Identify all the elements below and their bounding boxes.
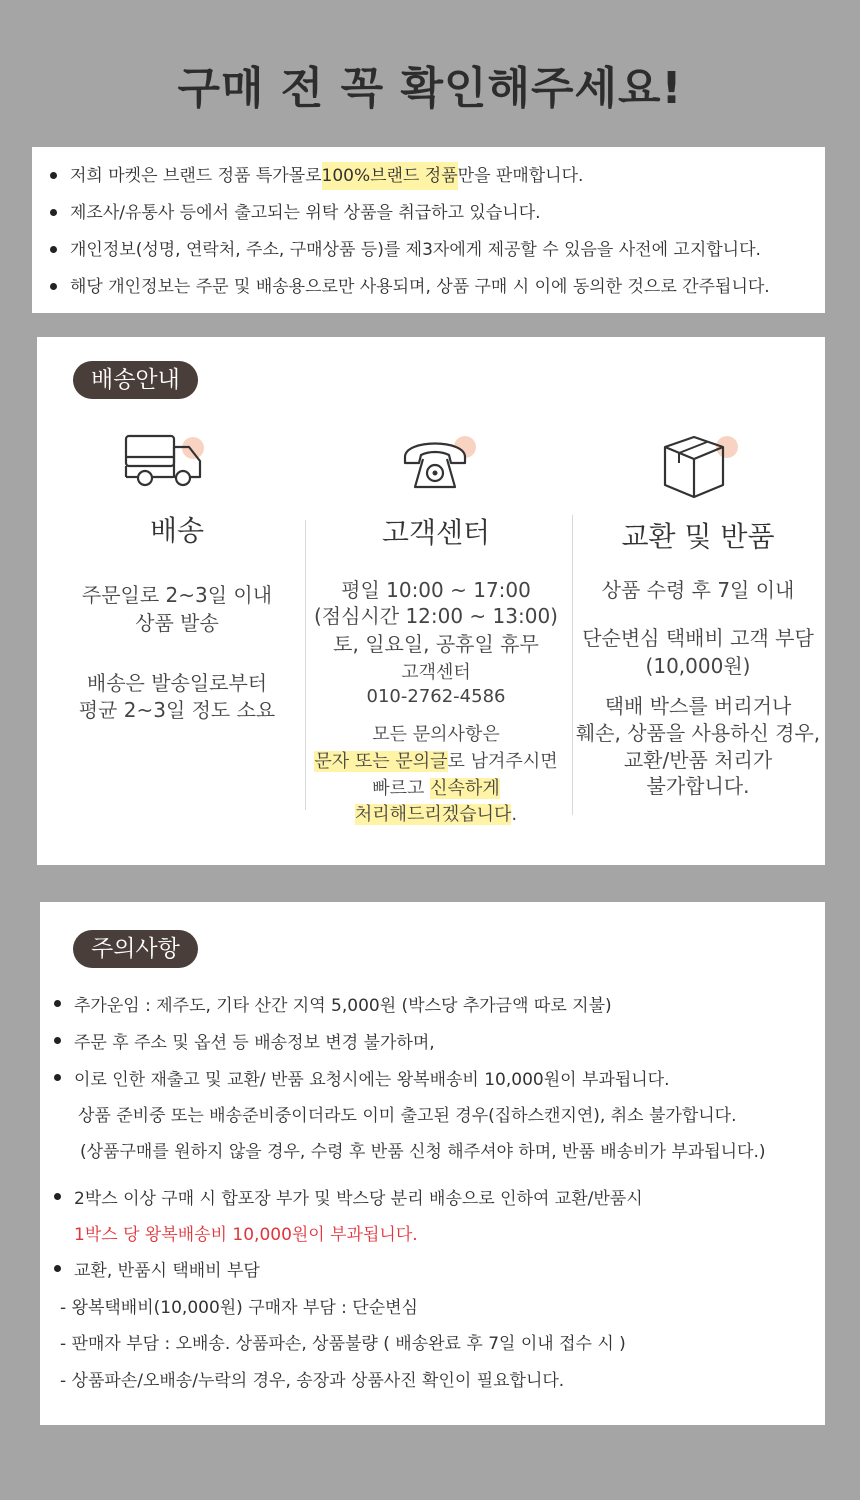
- list-item: 주문 후 주소 및 옵션 등 배송정보 변경 불가하며,: [54, 1028, 435, 1052]
- list-item: - 상품파손/오배송/누락의 경우, 송장과 상품사진 확인이 필요합니다.: [60, 1370, 565, 1391]
- notice-item: 저희 마켓은 브랜드 정품 특가몰로 100%브랜드 정품 만을 판매합니다.: [50, 157, 825, 194]
- bullet-icon: [54, 1265, 61, 1272]
- returns-heading: 교환 및 반품: [621, 520, 775, 553]
- highlight-text: 100%브랜드 정품: [322, 162, 458, 190]
- returns-column: 교환 및 반품 상품 수령 후 7일 이내 단순변심 택배비 고객 부담 (10,000원) 택배 박스를 버리거나 훼손, 상품을 사용하신 경우, 교환/반품 처리가 불가합니다.: [575, 337, 821, 865]
- column-divider: [572, 515, 573, 815]
- notice-item: 제조사/유통사 등에서 출고되는 위탁 상품을 취급하고 있습니다.: [50, 194, 825, 231]
- bullet-icon: [50, 246, 57, 253]
- box-icon: [661, 433, 741, 499]
- delivery-column: 배송 주문일로 2~3일 이내 상품 발송 배송은 발송일로부터 평균 2~3일 정도 소요: [57, 337, 297, 865]
- notice-box: [32, 147, 825, 313]
- warning-text: 1박스 당 왕복배송비 10,000원이 부과됩니다.: [74, 1224, 418, 1245]
- column-divider: [305, 520, 306, 810]
- bullet-icon: [54, 1074, 61, 1081]
- list-item: 2박스 이상 구매 시 합포장 부가 및 박스당 분리 배송으로 인하여 교환/반품시: [54, 1184, 643, 1208]
- caution-box: [40, 902, 825, 1425]
- list-item: - 판매자 부담 : 오배송. 상품파손, 상품불량 ( 배송완료 후 7일 이내 접수 시 ): [60, 1333, 626, 1354]
- customer-center-heading: 고객센터: [381, 516, 491, 549]
- bullet-icon: [50, 283, 57, 290]
- shipping-badge: 배송안내: [73, 361, 198, 399]
- list-item: 상품 준비중 또는 배송준비중이더라도 이미 출고된 경우(집하스캔지연), 취소 불가합니다.: [78, 1105, 737, 1126]
- list-item: 추가운임 : 제주도, 기타 산간 지역 5,000원 (박스당 추가금액 따로 지불): [54, 991, 612, 1015]
- bullet-icon: [50, 172, 57, 179]
- list-item: - 왕복택배비(10,000원) 구매자 부담 : 단순변심: [60, 1297, 418, 1318]
- list-item: (상품구매를 원하지 않을 경우, 수령 후 반품 신청 해주셔야 하며, 반품 배송비가 부과됩니다.): [80, 1141, 766, 1162]
- customer-center-column: 고객센터 평일 10:00 ~ 17:00 (점심시간 12:00 ~ 13:00) 토, 일요일, 공휴일 휴무 고객센터 010-2762-4586 모든 문의사항은 문자 또는 문의글로 남겨주시면 빠르고 신속하게 처리해드리겠습니다.: [309, 337, 563, 865]
- delivery-heading: 배송: [149, 514, 205, 547]
- bullet-icon: [50, 209, 57, 216]
- telephone-icon: [401, 433, 481, 493]
- phone-number: 010-2762-4586: [366, 686, 506, 707]
- bullet-icon: [54, 1193, 61, 1200]
- shipping-info-box: [37, 337, 825, 865]
- bullet-icon: [54, 1000, 61, 1007]
- list-item: 교환, 반품시 택배비 부담: [54, 1256, 260, 1280]
- bullet-icon: [54, 1037, 61, 1044]
- list-item: 이로 인한 재출고 및 교환/ 반품 요청시에는 왕복배송비 10,000원이 부과됩니다.: [54, 1065, 670, 1089]
- notice-item: 개인정보(성명, 연락처, 주소, 구매상품 등)를 제3자에게 제공할 수 있음을 사전에 고지합니다.: [50, 231, 825, 268]
- notice-item: 해당 개인정보는 주문 및 배송용으로만 사용되며, 상품 구매 시 이에 동의한 것으로 간주됩니다.: [50, 268, 825, 305]
- caution-badge: 주의사항: [73, 930, 198, 968]
- page-title: 구매 전 꼭 확인해주세요!: [177, 63, 683, 114]
- truck-icon: [123, 433, 213, 493]
